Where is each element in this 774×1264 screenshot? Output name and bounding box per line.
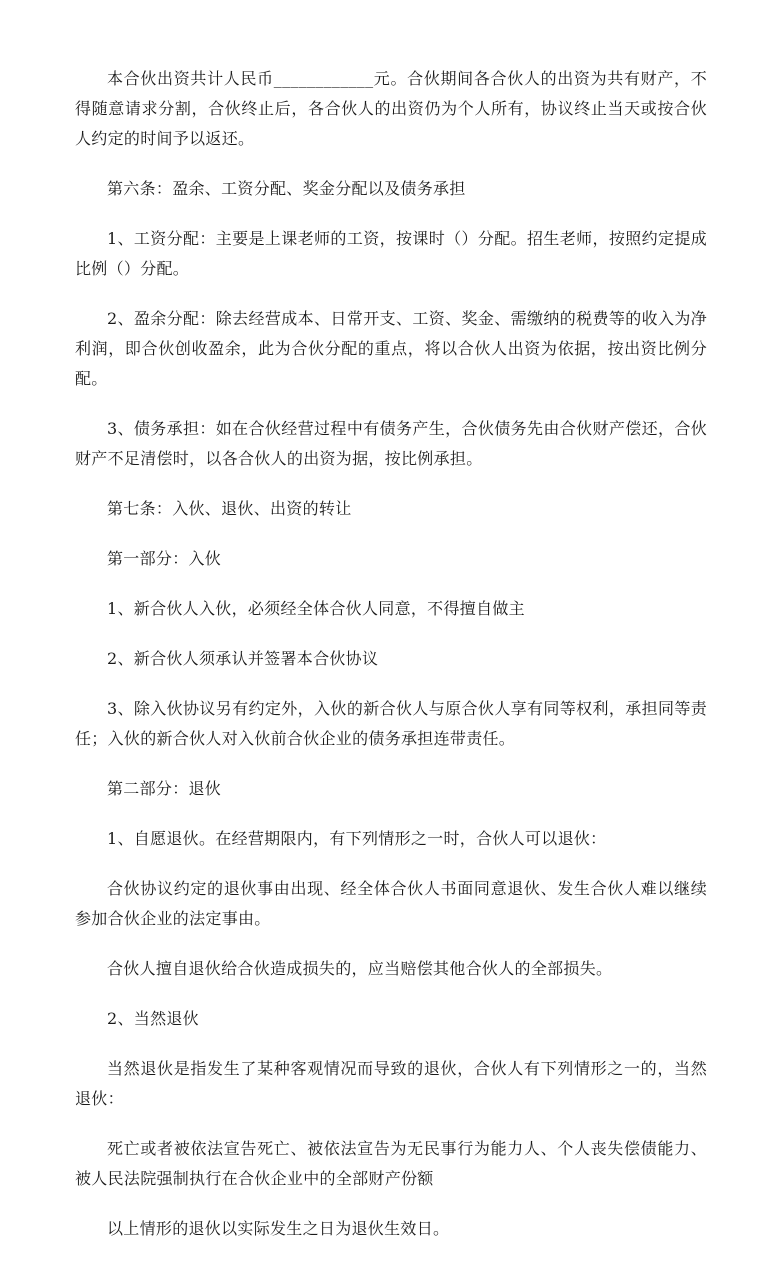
paragraph-effective-date: 以上情形的退伙以实际发生之日为退伙生效日。 (107, 1219, 450, 1238)
paragraph-join-consent: 1、新合伙人入伙，必须经全体合伙人同意，不得擅自做主 (107, 599, 525, 618)
paragraph-capital-contribution: 本合伙出资共计人民币____________元。合伙期间各合伙人的出资为共有财产，不得随意请求分割，合伙终止后，各合伙人的出资仍为个人所有，协议终止当天或按合伙人约定的时间予以返还。 (75, 69, 707, 148)
paragraph-join-rights: 3、除入伙协议另有约定外，入伙的新合伙人与原合伙人享有同等权利，承担同等责任；入伙的新合伙人对入伙前合伙企业的债务承担连带责任。 (75, 699, 707, 748)
paragraph-surplus-distribution: 2、盈余分配：除去经营成本、日常开支、工资、奖金、需缴纳的税费等的收入为净利润，即合伙创收盈余，此为合伙分配的重点，将以合伙人出资为依据，按出资比例分配。 (75, 309, 707, 388)
document-body (75, 64, 707, 1264)
paragraph-withdrawal-damages: 合伙人擅自退伙给合伙造成损失的，应当赔偿其他合伙人的全部损失。 (107, 959, 613, 978)
paragraph-automatic-withdrawal: 2、当然退伙 (107, 1009, 199, 1028)
paragraph-debt-bearing: 3、债务承担：如在合伙经营过程中有债务产生，合伙债务先由合伙财产偿还，合伙财产不足清偿时，以各合伙人的出资为据，按比例承担。 (75, 419, 707, 468)
part-one-heading: 第一部分：入伙 (107, 549, 222, 568)
part-two-heading: 第二部分：退伙 (107, 779, 222, 798)
paragraph-withdrawal-causes: 合伙协议约定的退伙事由出现、经全体合伙人书面同意退伙、发生合伙人难以继续参加合伙企业的法定事由。 (75, 879, 707, 928)
paragraph-salary-distribution: 1、工资分配：主要是上课老师的工资，按课时（）分配。招生老师，按照约定提成比例（）分配。 (75, 229, 707, 278)
paragraph-automatic-definition: 当然退伙是指发生了某种客观情况而导致的退伙，合伙人有下列情形之一的，当然退伙： (75, 1059, 707, 1108)
paragraph-join-sign: 2、新合伙人须承认并签署本合伙协议 (107, 649, 379, 668)
article-six-heading: 第六条：盈余、工资分配、奖金分配以及债务承担 (107, 179, 466, 198)
paragraph-automatic-cases: 死亡或者被依法宣告死亡、被依法宣告为无民事行为能力人、个人丧失偿债能力、被人民法院强制执行在合伙企业中的全部财产份额 (75, 1139, 707, 1188)
article-seven-heading: 第七条：入伙、退伙、出资的转让 (107, 499, 352, 518)
paragraph-voluntary-withdrawal: 1、自愿退伙。在经营期限内，有下列情形之一时，合伙人可以退伙： (107, 829, 607, 848)
